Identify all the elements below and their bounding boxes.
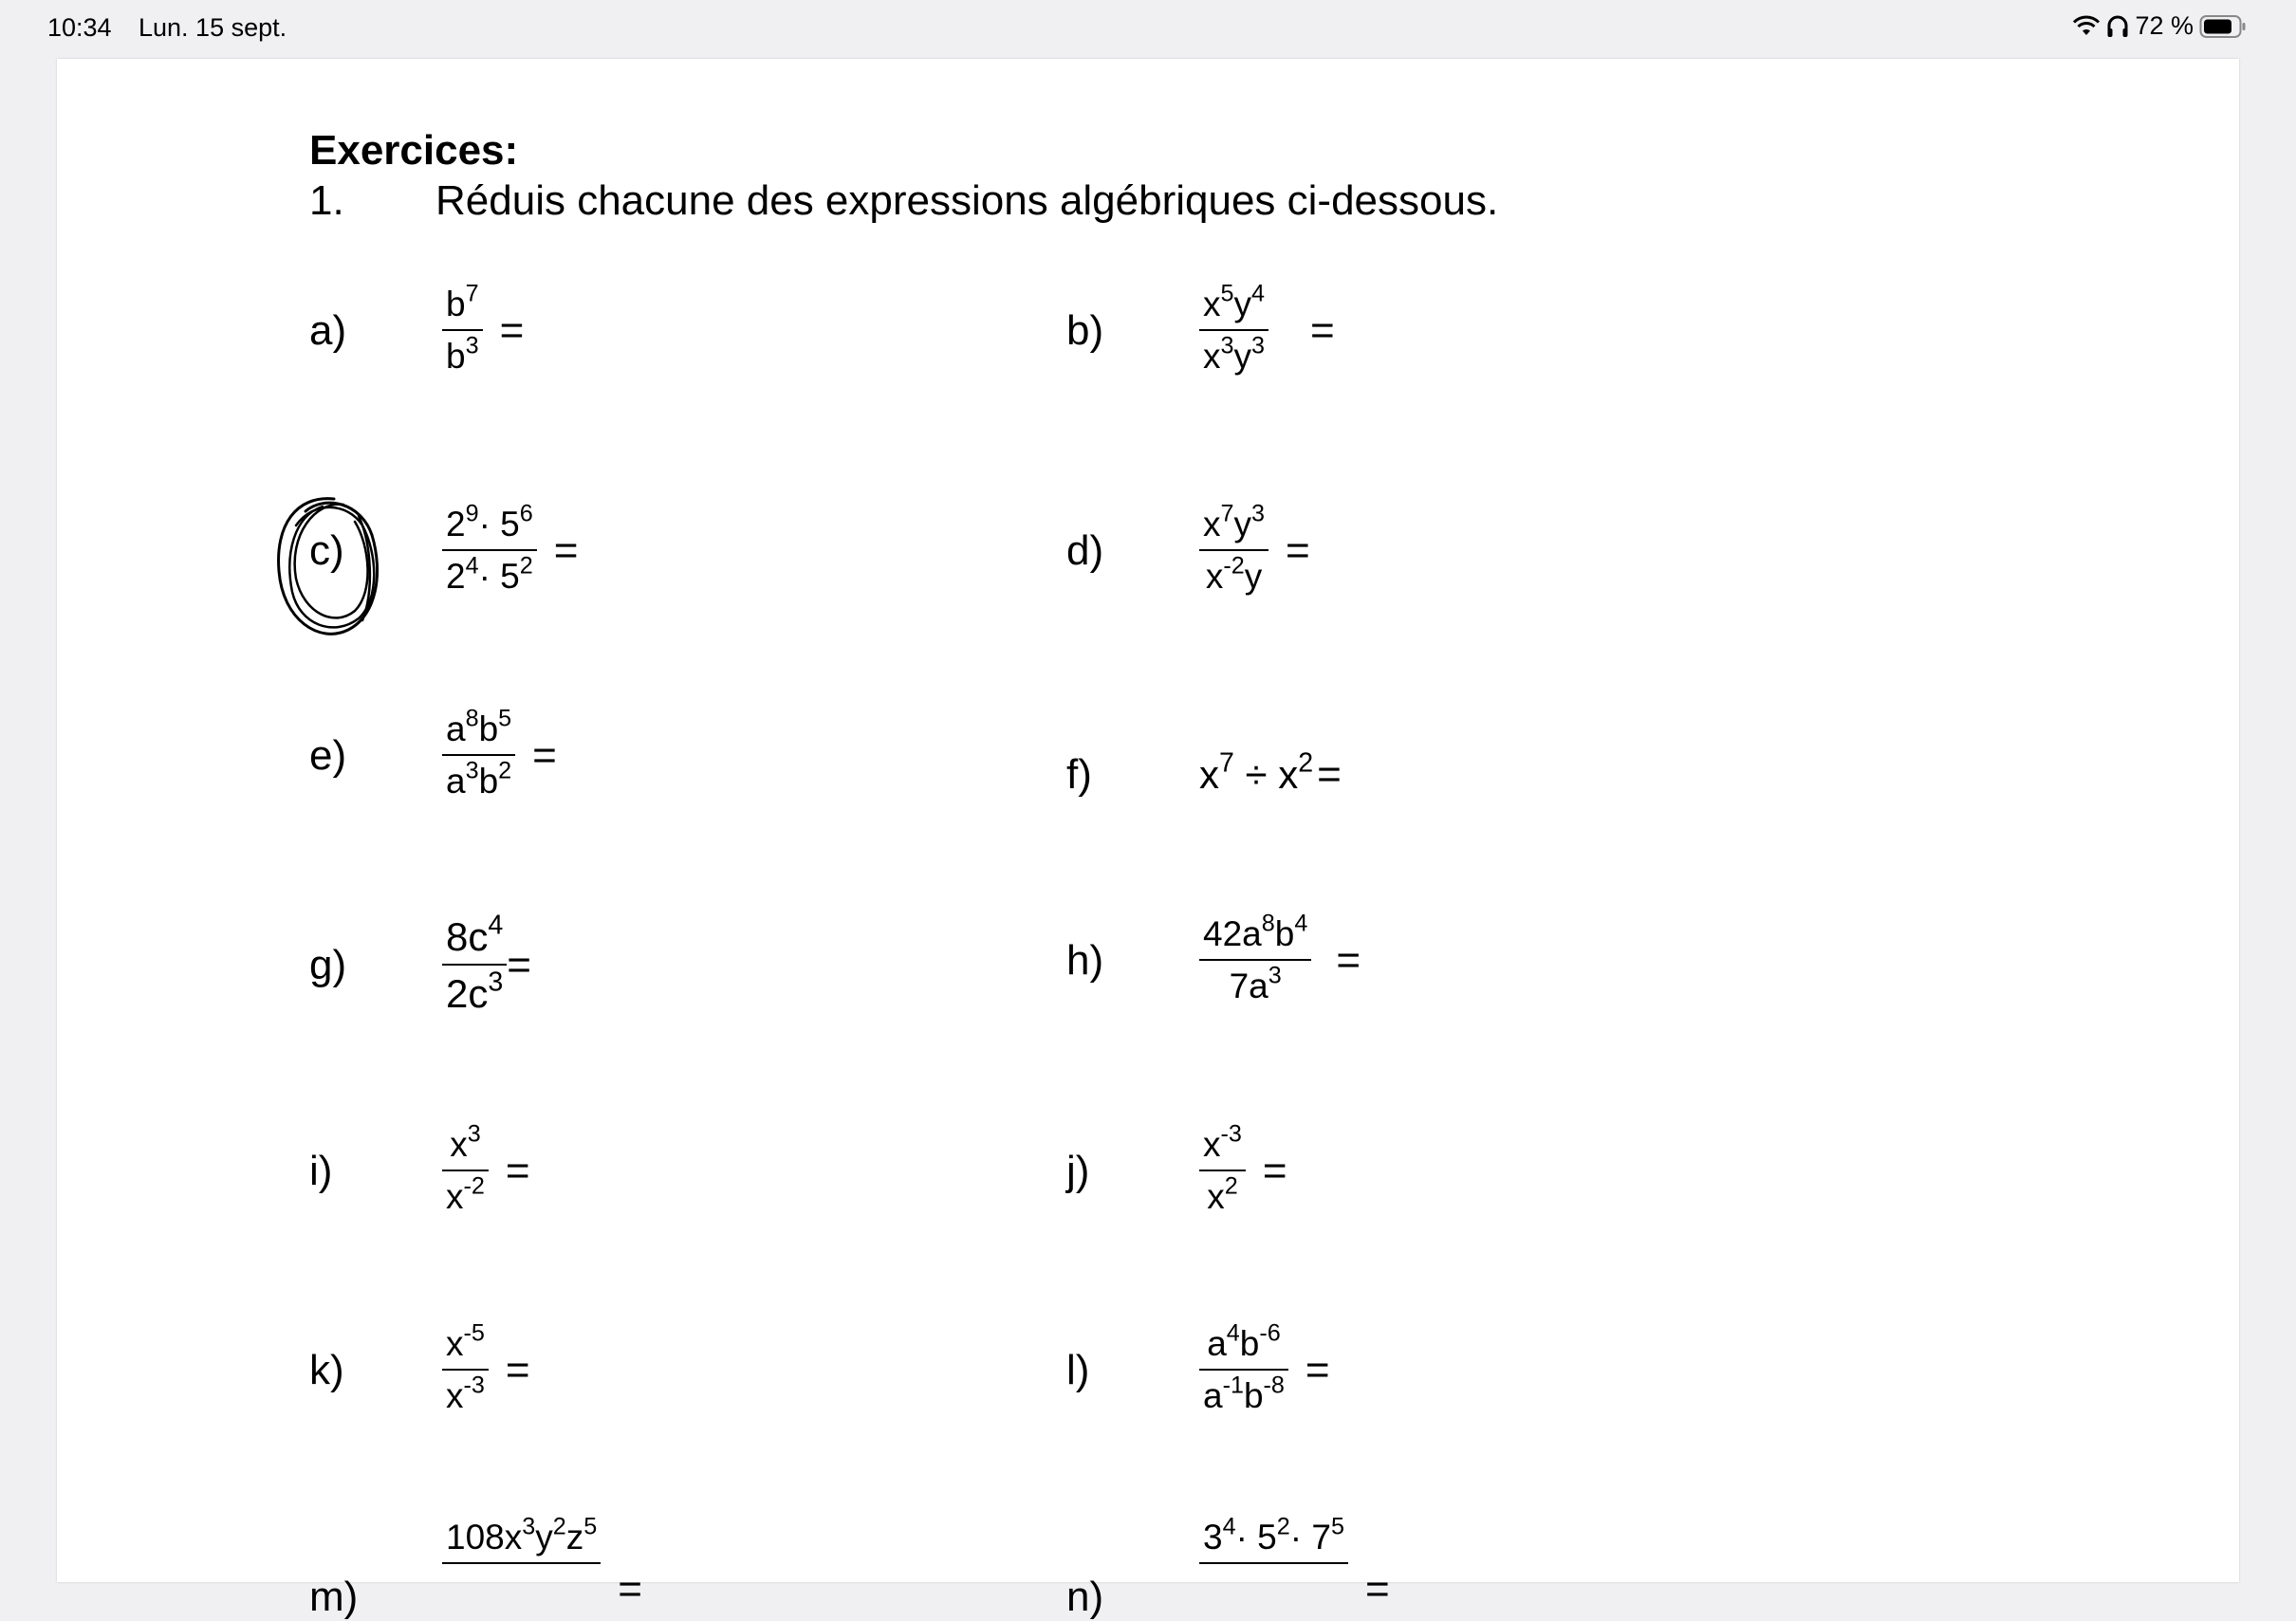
exercise-f xyxy=(1066,732,1342,818)
fraction: $3^4\cdot 5^2\cdot 7^5$ xyxy=(1199,1518,1348,1610)
exercise-label: g) xyxy=(309,942,347,989)
instruction-text: Réduis chacune des expressions algébriques ci-dessous. xyxy=(435,177,1499,224)
equals-sign: = xyxy=(499,306,525,354)
fraction: $\frac{x^7y^3}{x^{-2}y}$ xyxy=(1199,505,1268,597)
equals-sign: = xyxy=(505,1346,530,1393)
fraction: $108x^3y^2z^5$ xyxy=(442,1518,601,1610)
status-bar xyxy=(0,0,2296,59)
exercise-label: b) xyxy=(1066,306,1104,354)
exercise-e xyxy=(309,705,557,801)
exercise-label: n) xyxy=(1066,1574,1104,1621)
equals-sign: = xyxy=(618,1566,642,1613)
status-date: Lun. 15 sept. xyxy=(139,13,287,42)
equals-sign: = xyxy=(1305,1346,1330,1393)
exercise-label: l) xyxy=(1066,1346,1090,1393)
exercise-b xyxy=(1066,280,1335,377)
exercise-a xyxy=(309,280,525,377)
fraction: $\frac{42a^8b^4}{7a^3}$ xyxy=(1199,914,1311,1006)
exercise-label: h) xyxy=(1066,936,1104,984)
exercise-l xyxy=(1066,1319,1330,1416)
exercise-label: i) xyxy=(309,1147,333,1194)
equals-sign: = xyxy=(532,731,557,779)
status-right-group xyxy=(2072,11,2247,41)
battery-percent: 72 % xyxy=(2135,11,2194,40)
exercise-label: m) xyxy=(309,1574,359,1621)
exercise-label: k) xyxy=(309,1346,344,1393)
fraction: $\frac{8c^4}{2c^3}$ xyxy=(442,914,507,1018)
exercise-c xyxy=(309,500,579,597)
equals-sign: = xyxy=(553,526,579,574)
exercise-n xyxy=(1066,1513,1390,1621)
exercise-label: j) xyxy=(1066,1147,1090,1194)
exercises-heading: Exercices: xyxy=(309,127,519,174)
equals-sign: = xyxy=(1262,1147,1287,1194)
equals-sign: = xyxy=(505,1147,530,1194)
equals-sign: = xyxy=(1310,306,1335,354)
document-content xyxy=(57,59,2239,1621)
exercise-label: c) xyxy=(309,526,344,574)
fraction: $\frac{a^4b^{-6}}{a^{-1}b^{-8}}$ xyxy=(1199,1324,1288,1416)
exercise-h xyxy=(1066,910,1361,1006)
fraction: $\frac{b^7}{b^3}$ xyxy=(442,285,483,377)
fraction: $\frac{x^{-5}}{x^{-3}}$ xyxy=(442,1324,489,1416)
equals-sign: = xyxy=(1364,1566,1390,1613)
fraction: $\frac{x^5y^4}{x^3y^3}$ xyxy=(1199,285,1268,377)
fraction: $\frac{2^9\cdot 5^6}{2^4\cdot 5^2}$ xyxy=(442,505,537,597)
fraction: $\frac{x^{-3}}{x^2}$ xyxy=(1199,1125,1246,1217)
battery-icon xyxy=(2199,14,2247,39)
exercise-d xyxy=(1066,500,1310,597)
exercise-label: f) xyxy=(1066,751,1092,798)
equals-sign: = xyxy=(1317,751,1342,798)
document-page[interactable] xyxy=(57,59,2239,1621)
expression: $x^7 \div x^2$ xyxy=(1199,747,1314,797)
exercise-label: a) xyxy=(309,306,347,354)
wifi-icon xyxy=(2072,15,2101,38)
exercise-i xyxy=(309,1120,530,1217)
exercise-k xyxy=(309,1319,530,1416)
equals-sign: = xyxy=(1336,936,1361,984)
exercise-g xyxy=(309,910,531,1018)
exercise-label: e) xyxy=(309,731,347,779)
exercise-m xyxy=(309,1513,642,1621)
status-time: 10:34 xyxy=(47,13,112,42)
fraction: $\frac{x^3}{x^{-2}}$ xyxy=(442,1125,489,1217)
exercise-label: d) xyxy=(1066,526,1104,574)
equals-sign: = xyxy=(507,942,531,989)
equals-sign: = xyxy=(1286,526,1310,574)
headphones-icon xyxy=(2106,14,2129,39)
fraction: $\frac{a^8b^5}{a^3b^2}$ xyxy=(442,709,515,801)
exercise-j xyxy=(1066,1120,1287,1217)
instruction-number: 1. xyxy=(309,177,344,224)
